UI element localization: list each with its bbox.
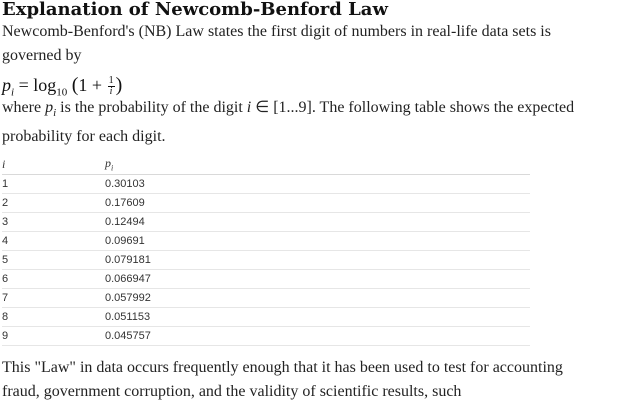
cell-digit: 4 [2,232,105,251]
formula-close-paren: ) [115,74,123,96]
formula-eq: = [18,75,29,95]
explanation-i-var: i [246,99,252,116]
cell-probability: 0.045757 [105,327,530,346]
formula-one: 1 [78,75,88,95]
cell-digit: 8 [2,308,105,327]
intro-paragraph: Newcomb-Benford's (NB) Law states the first digit of numbers in real-life data sets is governed by [2,23,551,64]
explanation-pre: where [2,99,46,116]
column-header-p-var: p [105,155,111,170]
explanation-in-symbol: ∈ [251,99,274,116]
table-row [2,327,530,346]
column-header-i: i [2,154,105,175]
formula-plus: + [91,75,103,95]
probability-table [2,154,530,346]
cell-digit: 2 [2,194,105,213]
explanation-p-var: p [45,99,54,116]
cell-digit: 6 [2,270,105,289]
cell-digit: 5 [2,251,105,270]
page-title: Explanation of Newcomb-Benford Law [2,0,388,20]
column-header-p-sub: i [111,163,114,173]
explanation-p-sub: i [53,107,57,120]
table-row [2,289,530,308]
cell-probability: 0.12494 [105,213,530,232]
table-row [2,270,530,289]
explanation-mid: is the probability of the digit [56,99,247,116]
formula-func-sub: 10 [56,86,68,99]
fraction-denominator: i [109,86,113,98]
cell-digit: 1 [2,175,105,194]
closing-paragraph: This "Law" in data occurs frequently enough that it has been used to test for accounting fraud, government corruption, and the validity of scientific results, such [2,359,563,400]
table-row [2,194,530,213]
cell-probability: 0.17609 [105,194,530,213]
formula-lhs: p [2,75,11,95]
table-row [2,251,530,270]
formula-lhs-sub: i [11,86,15,99]
cell-probability: 0.09691 [105,232,530,251]
column-header-p [105,154,530,175]
cell-digit: 9 [2,327,105,346]
table-row [2,175,530,194]
table-row [2,213,530,232]
cell-probability: 0.057992 [105,289,530,308]
table-header-row [2,154,530,175]
benford-formula [2,74,123,99]
cell-digit: 3 [2,213,105,232]
cell-probability: 0.30103 [105,175,530,194]
explanation-post: . The following table shows the expected probability for each digit. [2,99,575,146]
formula-fraction [108,76,115,97]
explanation-range: [1...9] [273,99,312,116]
table-row [2,232,530,251]
formula-func: log [33,75,57,95]
fraction-numerator: 1 [108,75,114,87]
explanation-paragraph [2,96,582,149]
cell-probability: 0.066947 [105,270,530,289]
table-row [2,308,530,327]
cell-probability: 0.079181 [105,251,530,270]
cell-digit: 7 [2,289,105,308]
cell-probability: 0.051153 [105,308,530,327]
formula-open-paren: ( [71,74,79,96]
